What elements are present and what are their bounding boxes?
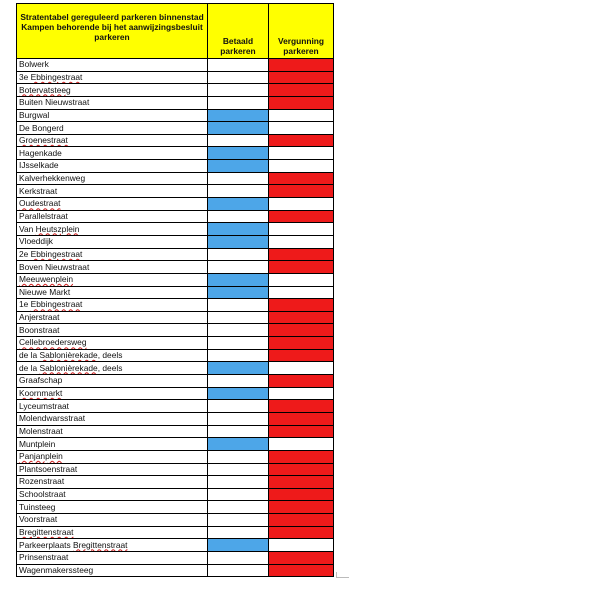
betaald-cell [208, 375, 269, 388]
vergunning-cell [269, 501, 334, 514]
betaald-cell [208, 438, 269, 451]
street-name: Hagenkade [17, 147, 208, 160]
vergunning-cell [269, 514, 334, 527]
street-name: 2e Ebbingestraat [17, 248, 208, 261]
column-header-vergunning: Vergunning parkeren [269, 4, 334, 59]
betaald-cell [208, 223, 269, 236]
vergunning-cell [269, 122, 334, 135]
vergunning-cell [269, 324, 334, 337]
street-name: Vloeddijk [17, 235, 208, 248]
street-name: Panjanplein [17, 450, 208, 463]
table-row [17, 349, 334, 362]
betaald-cell [208, 337, 269, 350]
betaald-cell [208, 412, 269, 425]
table-row [17, 122, 334, 135]
table-row [17, 337, 334, 350]
betaald-cell [208, 147, 269, 160]
betaald-cell [208, 450, 269, 463]
betaald-cell [208, 210, 269, 223]
vergunning-cell [269, 71, 334, 84]
table-row [17, 311, 334, 324]
table-row [17, 425, 334, 438]
table-row [17, 375, 334, 388]
betaald-cell [208, 134, 269, 147]
street-name: Lyceumstraat [17, 400, 208, 413]
street-name: Kalverhekkenweg [17, 172, 208, 185]
street-name: Boonstraat [17, 324, 208, 337]
table-row [17, 185, 334, 198]
street-name: Muntplein [17, 438, 208, 451]
vergunning-cell [269, 337, 334, 350]
street-name: Schoolstraat [17, 488, 208, 501]
betaald-cell [208, 526, 269, 539]
betaald-cell [208, 400, 269, 413]
street-table [16, 3, 334, 577]
street-name: Botervatsteeg [17, 84, 208, 97]
table-row [17, 387, 334, 400]
table-row [17, 286, 334, 299]
vergunning-cell [269, 84, 334, 97]
vergunning-cell [269, 185, 334, 198]
table-row [17, 59, 334, 72]
table-row [17, 412, 334, 425]
street-name: Anjerstraat [17, 311, 208, 324]
betaald-cell [208, 84, 269, 97]
betaald-cell [208, 476, 269, 489]
table-row [17, 438, 334, 451]
table-row [17, 526, 334, 539]
vergunning-cell [269, 235, 334, 248]
table-row [17, 551, 334, 564]
street-name: Burgwal [17, 109, 208, 122]
vergunning-cell [269, 438, 334, 451]
table-title: Stratentabel gereguleerd parkeren binnenstad Kampen behorende bij het aanwijzingsbesluit parkeren [17, 4, 208, 59]
street-name: de la Sablonièrekade, deels [17, 349, 208, 362]
vergunning-cell [269, 59, 334, 72]
vergunning-cell [269, 564, 334, 577]
table-row [17, 147, 334, 160]
table-row [17, 463, 334, 476]
table-row [17, 514, 334, 527]
betaald-cell [208, 198, 269, 211]
table-row [17, 248, 334, 261]
betaald-cell [208, 172, 269, 185]
table-row [17, 172, 334, 185]
table-row [17, 134, 334, 147]
vergunning-cell [269, 160, 334, 173]
street-name: Wagenmakerssteeg [17, 564, 208, 577]
street-name: Kerkstraat [17, 185, 208, 198]
vergunning-cell [269, 210, 334, 223]
table-row [17, 71, 334, 84]
table-row [17, 362, 334, 375]
street-name: Tuinsteeg [17, 501, 208, 514]
table-row [17, 476, 334, 489]
table-row [17, 564, 334, 577]
vergunning-cell [269, 400, 334, 413]
vergunning-cell [269, 539, 334, 552]
betaald-cell [208, 235, 269, 248]
betaald-cell [208, 122, 269, 135]
betaald-cell [208, 185, 269, 198]
vergunning-cell [269, 387, 334, 400]
street-name: Oudestraat [17, 198, 208, 211]
betaald-cell [208, 59, 269, 72]
betaald-cell [208, 488, 269, 501]
betaald-cell [208, 551, 269, 564]
betaald-cell [208, 362, 269, 375]
street-name: Plantsoenstraat [17, 463, 208, 476]
street-name: Bregittenstraat [17, 526, 208, 539]
betaald-cell [208, 501, 269, 514]
street-name: De Bongerd [17, 122, 208, 135]
vergunning-cell [269, 96, 334, 109]
betaald-cell [208, 71, 269, 84]
vergunning-cell [269, 488, 334, 501]
betaald-cell [208, 286, 269, 299]
street-name: Meeuwenplein [17, 273, 208, 286]
vergunning-cell [269, 198, 334, 211]
table-row [17, 450, 334, 463]
betaald-cell [208, 109, 269, 122]
betaald-cell [208, 514, 269, 527]
vergunning-cell [269, 375, 334, 388]
vergunning-cell [269, 223, 334, 236]
street-name: 3e Ebbingestraat [17, 71, 208, 84]
table-row [17, 324, 334, 337]
table-row [17, 84, 334, 97]
betaald-cell [208, 425, 269, 438]
vergunning-cell [269, 299, 334, 312]
vergunning-cell [269, 526, 334, 539]
street-name: Van Heutszplein [17, 223, 208, 236]
table-row [17, 273, 334, 286]
betaald-cell [208, 248, 269, 261]
street-name: Voorstraat [17, 514, 208, 527]
table-row [17, 210, 334, 223]
betaald-cell [208, 96, 269, 109]
page-corner-mark [336, 572, 349, 578]
betaald-cell [208, 160, 269, 173]
vergunning-cell [269, 349, 334, 362]
betaald-cell [208, 311, 269, 324]
vergunning-cell [269, 463, 334, 476]
vergunning-cell [269, 450, 334, 463]
vergunning-cell [269, 261, 334, 274]
street-name: Parallelstraat [17, 210, 208, 223]
vergunning-cell [269, 248, 334, 261]
street-name: Molenstraat [17, 425, 208, 438]
betaald-cell [208, 463, 269, 476]
vergunning-cell [269, 551, 334, 564]
table-row [17, 109, 334, 122]
street-name: 1e Ebbingestraat [17, 299, 208, 312]
betaald-cell [208, 564, 269, 577]
vergunning-cell [269, 273, 334, 286]
table-body [17, 59, 334, 577]
street-name: Prinsenstraat [17, 551, 208, 564]
betaald-cell [208, 273, 269, 286]
column-header-betaald: Betaald parkeren [208, 4, 269, 59]
vergunning-cell [269, 412, 334, 425]
street-name: Groenestraat [17, 134, 208, 147]
betaald-cell [208, 539, 269, 552]
table-row [17, 539, 334, 552]
table-row [17, 501, 334, 514]
table-row [17, 96, 334, 109]
betaald-cell [208, 299, 269, 312]
vergunning-cell [269, 134, 334, 147]
street-name: IJsselkade [17, 160, 208, 173]
street-name: Boven Nieuwstraat [17, 261, 208, 274]
street-name: de la Sablonièrekade, deels [17, 362, 208, 375]
table-row [17, 299, 334, 312]
vergunning-cell [269, 311, 334, 324]
betaald-cell [208, 349, 269, 362]
table-row [17, 198, 334, 211]
betaald-cell [208, 261, 269, 274]
street-name: Koornmarkt [17, 387, 208, 400]
street-name: Nieuwe Markt [17, 286, 208, 299]
table-row [17, 223, 334, 236]
table-row [17, 235, 334, 248]
betaald-cell [208, 324, 269, 337]
vergunning-cell [269, 362, 334, 375]
table-row [17, 400, 334, 413]
vergunning-cell [269, 172, 334, 185]
table-row [17, 261, 334, 274]
vergunning-cell [269, 476, 334, 489]
table-header-row [17, 4, 334, 59]
vergunning-cell [269, 147, 334, 160]
vergunning-cell [269, 109, 334, 122]
table-row [17, 160, 334, 173]
vergunning-cell [269, 425, 334, 438]
street-name: Graafschap [17, 375, 208, 388]
table-row [17, 488, 334, 501]
street-name: Bolwerk [17, 59, 208, 72]
vergunning-cell [269, 286, 334, 299]
street-name: Cellebroedersweg [17, 337, 208, 350]
betaald-cell [208, 387, 269, 400]
street-name: Molendwarsstraat [17, 412, 208, 425]
street-name: Buiten Nieuwstraat [17, 96, 208, 109]
street-name: Parkeerplaats Bregittenstraat [17, 539, 208, 552]
street-name: Rozenstraat [17, 476, 208, 489]
